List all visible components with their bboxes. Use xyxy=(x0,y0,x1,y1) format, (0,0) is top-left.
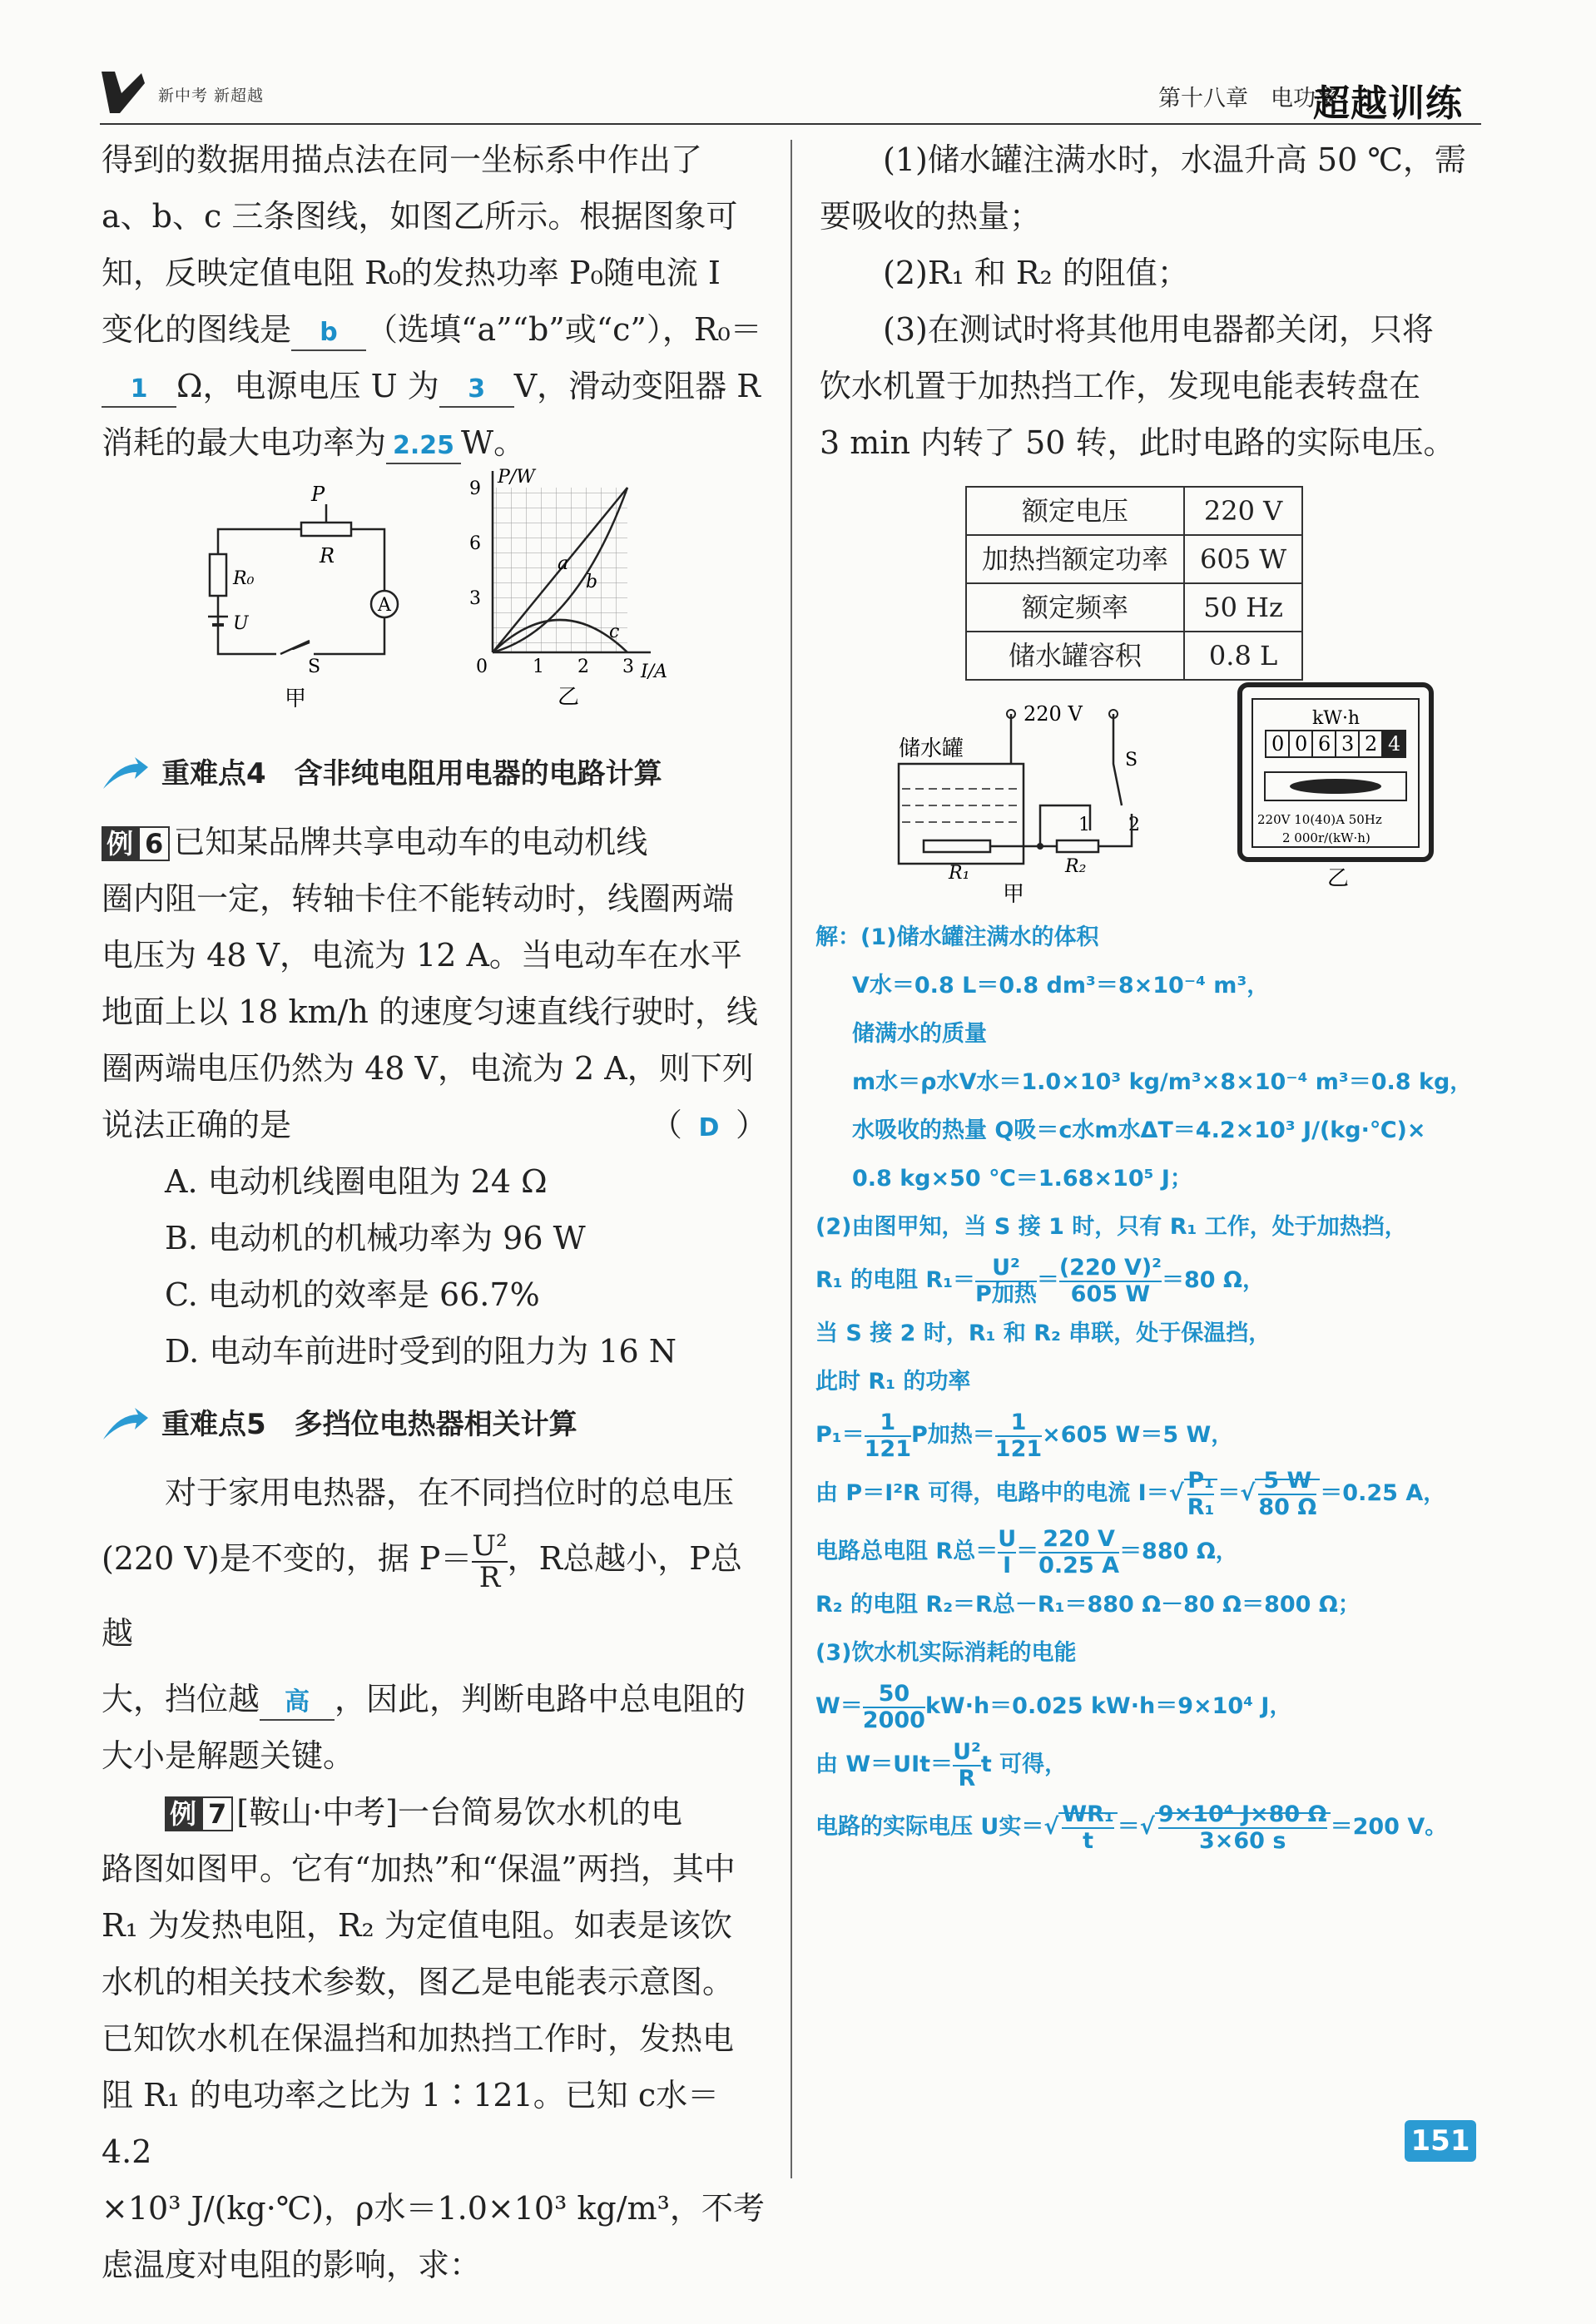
text-line: 对于家用电热器，在不同挡位时的总电压 xyxy=(165,1474,735,1511)
svg-text:A: A xyxy=(378,595,391,616)
text-line: 1 Ω，电源电压 U 为 3 V，滑动变阻器 R xyxy=(102,358,767,414)
text-line: 阻 R₁ 的电功率之比为 1∶121。已知 c水＝4.2 xyxy=(102,2077,720,2170)
svg-text:0: 0 xyxy=(1295,732,1308,756)
table-row: 加热挡额定功率 605 W xyxy=(966,535,1302,583)
text-line: (1)储水罐注满水时，水温升高 50 ℃，需 xyxy=(883,141,1466,178)
svg-text:3: 3 xyxy=(1341,732,1355,756)
energy-meter xyxy=(1236,681,1444,889)
answer-blank: 3 xyxy=(439,373,514,408)
left-column xyxy=(102,131,767,2293)
solution-line: 由 P＝I²R 可得，电路中的电流 I＝√ $\frac{\text{P₁}}{\text{R₁}}$ ＝√ $\frac{5 W}{80 \Omega}$ ＝0.25 A， xyxy=(815,1467,1446,1520)
svg-text:a: a xyxy=(558,553,569,574)
svg-text:P: P xyxy=(311,483,325,506)
svg-text:b: b xyxy=(586,572,598,592)
solution-block xyxy=(815,914,1485,1861)
text-line: 水机的相关技术参数，图乙是电能表示意图。 xyxy=(102,1964,735,2000)
table-row: 额定频率 50 Hz xyxy=(966,583,1302,632)
page-header xyxy=(0,0,1596,125)
water-dispenser-circuit xyxy=(890,697,1223,905)
text-line: 虑温度对电阻的影响，求： xyxy=(102,2247,482,2283)
solution-line: (2)由图甲知，当 S 接 1 时，只有 R₁ 工作，处于加热挡， xyxy=(815,1214,1407,1240)
text-line: 地面上以 18 km/h 的速度匀速直线行驶时，线 xyxy=(102,994,758,1030)
figure-row xyxy=(102,467,767,729)
figure-caption: 乙 xyxy=(558,685,580,710)
text-line: 电压为 48 V，电流为 12 A。当电动车在水平 xyxy=(102,937,742,974)
text-line: (3)在测试时将其他用电器都关闭，只将 xyxy=(883,311,1434,348)
text-line: 大，挡位越 高 ，因此，判断电路中总电阻的 xyxy=(102,1671,767,1727)
series-title: 超越训练 xyxy=(1313,82,1463,125)
option-d: D. 电动车前进时受到的阻力为 16 N xyxy=(165,1333,677,1370)
svg-text:6: 6 xyxy=(1318,732,1331,756)
solution-line: (3)饮水机实际消耗的电能 xyxy=(815,1640,1077,1666)
solution-line: 电路总电阻 R总＝ $\frac{U}{I}$ ＝ $\frac{220 V}{0.25 A}$ ＝880 Ω， xyxy=(815,1525,1238,1578)
arrow-icon xyxy=(102,756,150,792)
solution-line: m水＝ρ水V水＝1.0×10³ kg/m³×8×10⁻⁴ m³＝0.8 kg， xyxy=(852,1069,1473,1095)
text-line: 大小是解题关键。 xyxy=(102,1737,355,1774)
svg-text:4: 4 xyxy=(1388,732,1401,756)
svg-text:220 V: 220 V xyxy=(1024,702,1083,726)
svg-text:I/A: I/A xyxy=(641,662,667,682)
solution-line: 0.8 kg×50 ℃＝1.68×10⁵ J； xyxy=(852,1166,1192,1192)
solution-line: R₁ 的电阻 R₁＝ $\frac{\text{U²}}{\text{P加热}}$ ＝ $\frac{\text{(220 V)²}}{605 W}$ ＝80 Ω， xyxy=(815,1254,1265,1307)
text-line: 知，反映定值电阻 R₀的发热功率 P₀随电流 I xyxy=(102,255,721,291)
text-line: 饮水机置于加热挡工作，发现电能表转盘在 xyxy=(820,368,1421,404)
choice-answer: D xyxy=(698,1113,720,1142)
solution-line: 解：(1)储水罐注满水的体积 xyxy=(815,924,1099,950)
svg-text:3: 3 xyxy=(469,588,481,609)
figure-caption: 甲 xyxy=(1003,882,1025,905)
answer-blank: b xyxy=(291,316,366,351)
text-line: 已知饮水机在保温挡和加热挡工作时，发热电 xyxy=(102,2020,735,2057)
text-line: 说法正确的是 （ D ） xyxy=(102,1107,767,1143)
svg-text:9: 9 xyxy=(469,478,481,499)
svg-text:储水罐: 储水罐 xyxy=(899,736,964,761)
page-number: 151 xyxy=(1405,2120,1476,2162)
text-line: 3 min 内转了 50 转，此时电路的实际电压。 xyxy=(820,424,1455,461)
svg-text:2 000r/(kW·h): 2 000r/(kW·h) xyxy=(1282,830,1370,845)
svg-text:R₂: R₂ xyxy=(1065,856,1087,877)
text-line: (220 V)是不变的，据 P＝ $\frac{\text{U²}}{R}$ ，R总越小，P总越 xyxy=(102,1529,742,1652)
text-line: 得到的数据用描点法在同一坐标系中作出了 xyxy=(102,141,703,178)
example-number: 6 xyxy=(138,826,170,861)
brand-logo-icon xyxy=(98,68,148,116)
example-tag: 例 xyxy=(165,1796,201,1831)
text-line: 路图如图甲。它有“加热”和“保温”两挡，其中 xyxy=(102,1851,736,1887)
text-line: a、b、c 三条图线，如图乙所示。根据图象可 xyxy=(102,198,738,235)
option-b: B. 电动机的机械功率为 96 W xyxy=(165,1220,586,1256)
arrow-icon xyxy=(102,1406,150,1443)
text-line: 例 6 已知某品牌共享电动车的电动机线 xyxy=(102,814,767,870)
text-line: 圈内阻一定，转轴卡住不能转动时，线圈两端 xyxy=(102,880,735,917)
solution-line: 电路的实际电压 U实＝√ $\frac{\text{WR₁}}{t}$ ＝√ $\frac{\text{9×10⁴ J×80 Ω}}{3\times 60 s}$ ＝200 V。 xyxy=(815,1801,1448,1854)
svg-text:R: R xyxy=(320,544,335,567)
svg-text:P/W: P/W xyxy=(498,467,535,488)
chapter-title: 第十八章 电功率 xyxy=(1158,86,1338,111)
svg-text:c: c xyxy=(609,622,620,642)
text-line: 例 7 [鞍山·中考]一台简易饮水机的电 xyxy=(102,1784,767,1841)
solution-line: 水吸收的热量 Q吸＝c水m水ΔT＝4.2×10³ J/(kg·℃)× xyxy=(852,1117,1426,1143)
text-line: 变化的图线是 b （选填“a”“b”或“c”），R₀＝ xyxy=(102,301,767,358)
svg-text:0: 0 xyxy=(476,657,488,677)
figure-row xyxy=(820,697,1485,905)
svg-text:S: S xyxy=(308,657,321,677)
right-column xyxy=(815,131,1485,1861)
svg-text:3: 3 xyxy=(622,657,634,677)
svg-text:6: 6 xyxy=(469,533,481,554)
answer-blank: 1 xyxy=(102,373,176,408)
spec-table xyxy=(965,486,1303,681)
svg-text:2: 2 xyxy=(1365,732,1378,756)
solution-line: 储满水的质量 xyxy=(852,1021,987,1047)
answer-blank: 2.25 xyxy=(386,429,461,464)
brand-text: 新中考 新超越 xyxy=(158,87,265,105)
text-line: (2)R₁ 和 R₂ 的阻值； xyxy=(883,255,1189,291)
text-line: 圈两端电压仍然为 48 V，电流为 2 A，则下列 xyxy=(102,1050,754,1087)
svg-text:kW·h: kW·h xyxy=(1312,708,1361,729)
solution-line: V水＝0.8 L＝0.8 dm³＝8×10⁻⁴ m³， xyxy=(852,973,1270,998)
option-a: A. 电动机线圈电阻为 24 Ω xyxy=(165,1163,548,1200)
option-c: C. 电动机的效率是 66.7% xyxy=(165,1276,540,1313)
circuit-diagram-a xyxy=(185,479,418,729)
svg-text:0: 0 xyxy=(1271,732,1285,756)
header-divider xyxy=(100,123,1481,125)
figure-caption: 甲 xyxy=(285,686,307,711)
svg-text:1: 1 xyxy=(1078,815,1090,835)
svg-text:2: 2 xyxy=(1128,815,1140,835)
svg-text:R₀: R₀ xyxy=(233,568,255,589)
solution-line: R₂ 的电阻 R₂＝R总－R₁＝880 Ω－80 Ω＝800 Ω； xyxy=(815,1592,1361,1618)
column-divider xyxy=(791,140,792,2178)
table-row: 储水罐容积 0.8 L xyxy=(966,632,1302,680)
table-row: 额定电压 220 V xyxy=(966,487,1302,535)
svg-text:1: 1 xyxy=(533,657,544,677)
svg-text:220V 10(40)A 50Hz: 220V 10(40)A 50Hz xyxy=(1257,812,1382,827)
solution-line: 由 W＝UIt＝ $\frac{\text{U²}}{R}$ t 可得， xyxy=(815,1738,1068,1791)
answer-blank: 高 xyxy=(260,1686,335,1721)
svg-text:S: S xyxy=(1125,750,1138,771)
solution-line: 当 S 接 2 时，R₁ 和 R₂ 串联，处于保温挡， xyxy=(815,1321,1271,1346)
example-tag: 例 xyxy=(102,826,138,861)
section-heading: 重难点5 多挡位电热器相关计算 xyxy=(102,1396,767,1453)
section-heading: 重难点4 含非纯电阻用电器的电路计算 xyxy=(102,746,767,802)
text-line: 消耗的最大电功率为 2.25 W。 xyxy=(102,414,767,471)
power-current-graph xyxy=(451,463,701,712)
solution-line: W＝ $\frac{50}{2000}$ kW·h＝0.025 kW·h＝9×10⁴ J， xyxy=(815,1680,1292,1733)
text-line: ×10³ J/(kg·℃)，ρ水＝1.0×10³ kg/m³，不考 xyxy=(102,2190,765,2227)
svg-text:R₁: R₁ xyxy=(949,863,970,884)
example-number: 7 xyxy=(201,1796,233,1831)
figure-caption: 乙 xyxy=(1327,866,1350,889)
svg-text:U: U xyxy=(233,613,249,634)
solution-line: 此时 R₁ 的功率 xyxy=(815,1369,971,1395)
svg-text:2: 2 xyxy=(577,657,589,677)
solution-line: P₁＝ $\frac{1}{121}$ P加热＝ $\frac{1}{121}$ ×605 W＝5 W， xyxy=(815,1409,1234,1462)
text-line: 要吸收的热量； xyxy=(820,198,1042,235)
text-line: R₁ 为发热电阻，R₂ 为定值电阻。如表是该饮 xyxy=(102,1907,732,1944)
